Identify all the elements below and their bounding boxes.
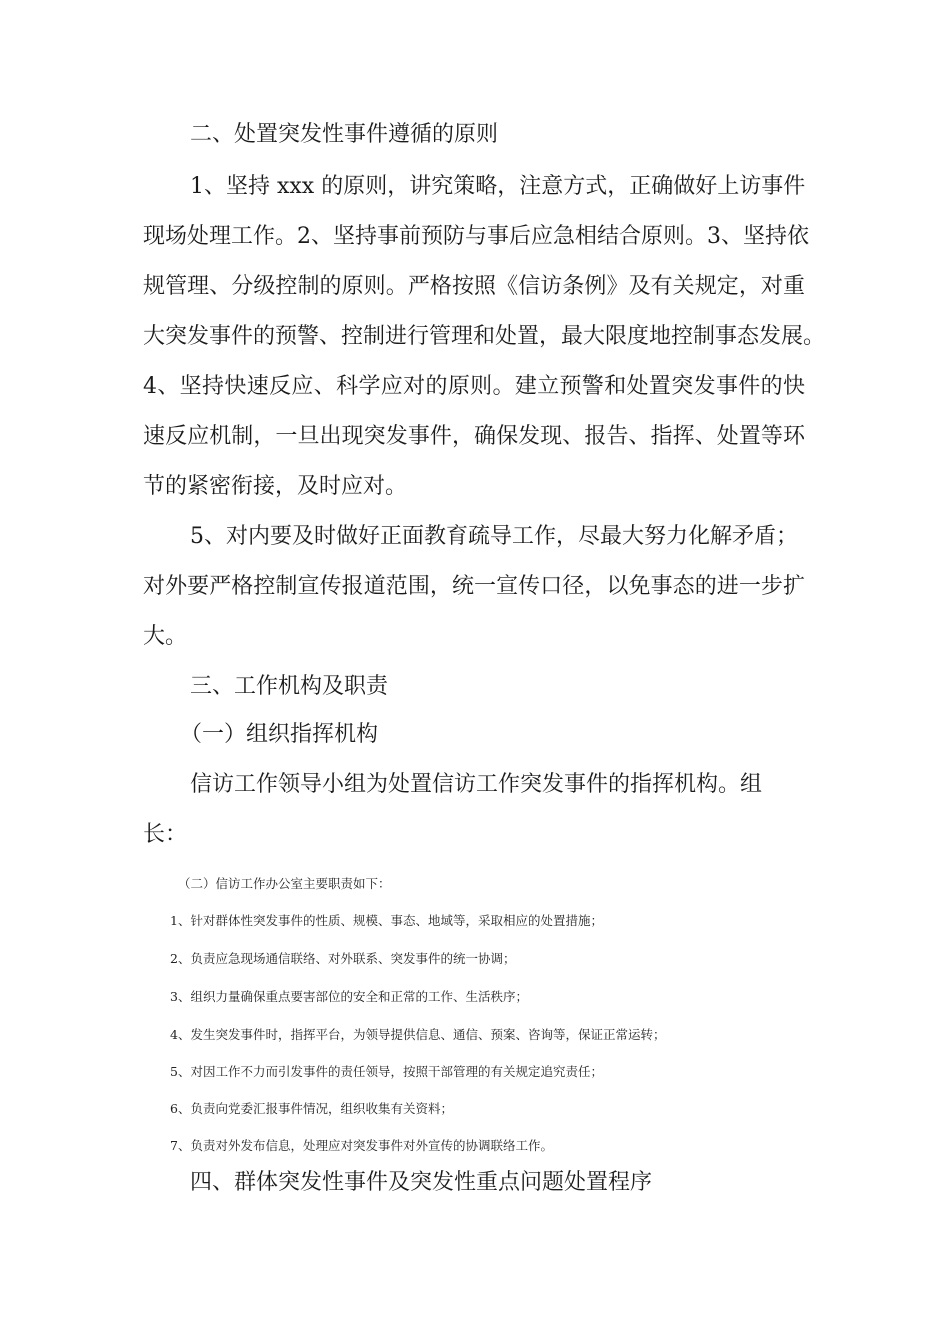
- paragraph-line: 4、坚持快速反应、科学应对的原则。建立预警和处置突发事件的快: [143, 374, 805, 399]
- paragraph-line: 5、对内要及时做好正面教育疏导工作，尽最大努力化解矛盾；: [190, 524, 798, 549]
- section-heading-2: 二、处置突发性事件遵循的原则: [190, 122, 499, 147]
- section-heading-3: 三、工作机构及职责: [190, 674, 389, 699]
- list-item: 2、负责应急现场通信联络、对外联系、突发事件的统一协调；: [170, 951, 516, 966]
- paragraph-line: 长：: [143, 822, 188, 847]
- list-item: 3、组织力量确保重点要害部位的安全和正常的工作、生活秩序；: [170, 989, 528, 1004]
- list-item: 5、对因工作不力而引发事件的责任领导，按照干部管理的有关规定追究责任；: [170, 1064, 603, 1079]
- paragraph-line: 信访工作领导小组为处置信访工作突发事件的指挥机构。组: [190, 772, 763, 797]
- paragraph-line: 现场处理工作。2、坚持事前预防与事后应急相结合原则。3、坚持依: [143, 224, 809, 249]
- list-item: 1、针对群体性突发事件的性质、规模、事态、地域等，采取相应的处置措施；: [170, 913, 603, 928]
- subsection-heading-2: （二）信访工作办公室主要职责如下：: [178, 876, 391, 891]
- paragraph-line: 规管理、分级控制的原则。严格按照《信访条例》及有关规定，对重: [143, 274, 805, 299]
- paragraph-line: 对外要严格控制宣传报道范围，统一宣传口径，以免事态的进一步扩: [143, 574, 805, 599]
- list-item: 6、负责向党委汇报事件情况，组织收集有关资料；: [170, 1101, 453, 1116]
- paragraph-line: 大突发事件的预警、控制进行管理和处置，最大限度地控制事态发展。: [143, 324, 826, 349]
- list-item: 4、发生突发事件时，指挥平台，为领导提供信息、通信、预案、咨询等，保证正常运转；: [170, 1027, 666, 1042]
- paragraph-line: 节的紧密衔接，及时应对。: [143, 474, 408, 499]
- paragraph-line: 大。: [143, 624, 188, 649]
- paragraph-line: 1、坚持 xxx 的原则，讲究策略，注意方式，正确做好上访事件: [190, 174, 806, 199]
- subsection-heading-1: （一）组织指挥机构: [180, 722, 379, 747]
- section-heading-4: 四、群体突发性事件及突发性重点问题处置程序: [190, 1170, 653, 1195]
- paragraph-line: 速反应机制，一旦出现突发事件，确保发现、报告、指挥、处置等环: [143, 424, 805, 449]
- list-item: 7、负责对外发布信息，处理应对突发事件对外宣传的协调联络工作。: [170, 1138, 553, 1153]
